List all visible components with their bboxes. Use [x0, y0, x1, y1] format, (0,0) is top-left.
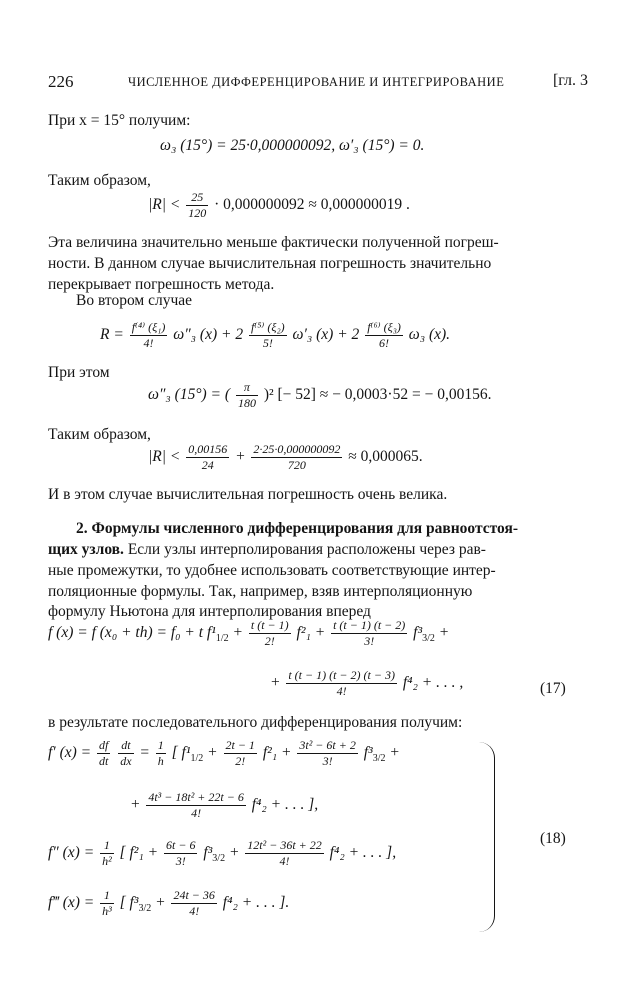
text-line: Таким образом,: [48, 172, 151, 189]
text-line: Таким образом,: [48, 426, 151, 443]
running-title: ЧИСЛЕННОЕ ДИФФЕРЕНЦИРОВАНИЕ И ИНТЕГРИРОВАНИЕ: [128, 75, 505, 89]
text-line: Эта величина значительно меньше фактически полученной погреш-: [48, 234, 499, 251]
formula-newton-line1: f (x) = f (x₀ + th) = f₀ + t $f^1_{1/2}$ + $\frac{t (t - 1)}{2!}$ f²₁ + $\frac{t (t - 1) (t - 2)}{3!}$ $f^3_{3/2}$ +: [48, 618, 450, 648]
text-line: перекрывает погрешность метода.: [48, 276, 275, 293]
text-line: Во втором случае: [76, 292, 193, 309]
text-line: ные промежутки, то удобнее использовать соответствующие интер-: [48, 562, 496, 579]
equation-number: (18): [540, 830, 566, 847]
section-heading: 2. Формулы численного дифференцирования для равноотстоя-: [76, 520, 519, 537]
chapter-ref: [гл. 3: [552, 72, 588, 89]
text-line: При x = 15° получим:: [48, 112, 191, 129]
right-brace: [476, 742, 495, 932]
fraction: $\frac{25}{120}$: [188, 190, 207, 220]
formula-third-derivative: f‴ (x) = $\frac{1}{\text{h³}}$ [ $f^3_{3/2}$ + $\frac{24t - 36}{4!}$ f⁴₂ + . . . ].: [48, 888, 290, 918]
running-header: [48, 72, 588, 94]
formula-estimate-2: |R| < $\frac{0,00156}{24}$ + $\frac{2\cdot 25\cdot 0,000000092}{720}$ ≈ 0,000065.: [148, 442, 423, 472]
formula-newton-line2: + $\frac{t (t - 1) (t - 2) (t - 3)}{4!}$ f⁴₂ + . . . ,: [270, 668, 464, 698]
text-line: поляционные формулы. Так, например, взяв интерполяционную: [48, 583, 473, 600]
equation-number: (17): [540, 680, 566, 697]
formula-omega-second: ω″₃ (15°) = ( $\frac{\pi}{180}$ )² [− 52] ≈ − 0,0003·52 = − 0,00156.: [148, 380, 492, 410]
formula-remainder: R = $\frac{\text{f⁽⁴⁾ (ξ₁)}}{4!}$ ω″₃ (x) + 2 $\frac{\text{f⁽⁵⁾ (ξ₂)}}{5!}$ ω′₃ (x) + 2 $\frac{\text{f⁽⁶⁾ (ξ₃)}}{6!}$ ω₃ (x).: [100, 320, 451, 350]
text-line: ности. В данном случае вычислительная погрешность значительно: [48, 255, 492, 272]
formula-second-derivative: f″ (x) = $\frac{1}{\text{h²}}$ [ f²₁ + $\frac{6t - 6}{3!}$ $f^3_{3/2}$ + $\frac{\text{12t² − 36t + 22}}{4!}$ f⁴₂ + . . . ],: [48, 838, 397, 868]
formula-first-derivative-cont: + $\frac{\text{4t³ − 18t² + 22t − 6}}{4!}$ f⁴₂ + . . . ],: [130, 790, 319, 820]
text-line: формулу Ньютона для интерполирования вперед: [48, 603, 371, 620]
text-line: И в этом случае вычислительная погрешность очень велика.: [48, 486, 448, 503]
text-line: в результате последовательного дифференцирования получим:: [48, 714, 463, 731]
formula-estimate-1: |R| < $\frac{25}{120}$ · 0,000000092 ≈ 0,000000019 .: [148, 190, 410, 220]
formula-first-derivative: f′ (x) = $\frac{df}{dt}$ $\frac{dt}{dx}$ = $\frac{1}{h}$ [ $f^1_{1/2}$ + $\frac{2t - 1}{2!}$ f²₁ + $\frac{\text{3t² − 6t + 2}}{3!}$ $f^3_{3/2}$ +: [48, 738, 400, 768]
text-line: При этом: [48, 364, 110, 381]
page-number: 226: [48, 72, 74, 91]
text-line: щих узлов. Если узлы интерполирования расположены через рав-: [48, 541, 486, 558]
formula-omega: ω₃ (15°) = 25·0,000000092, ω′₃ (15°) = 0.: [160, 137, 425, 154]
